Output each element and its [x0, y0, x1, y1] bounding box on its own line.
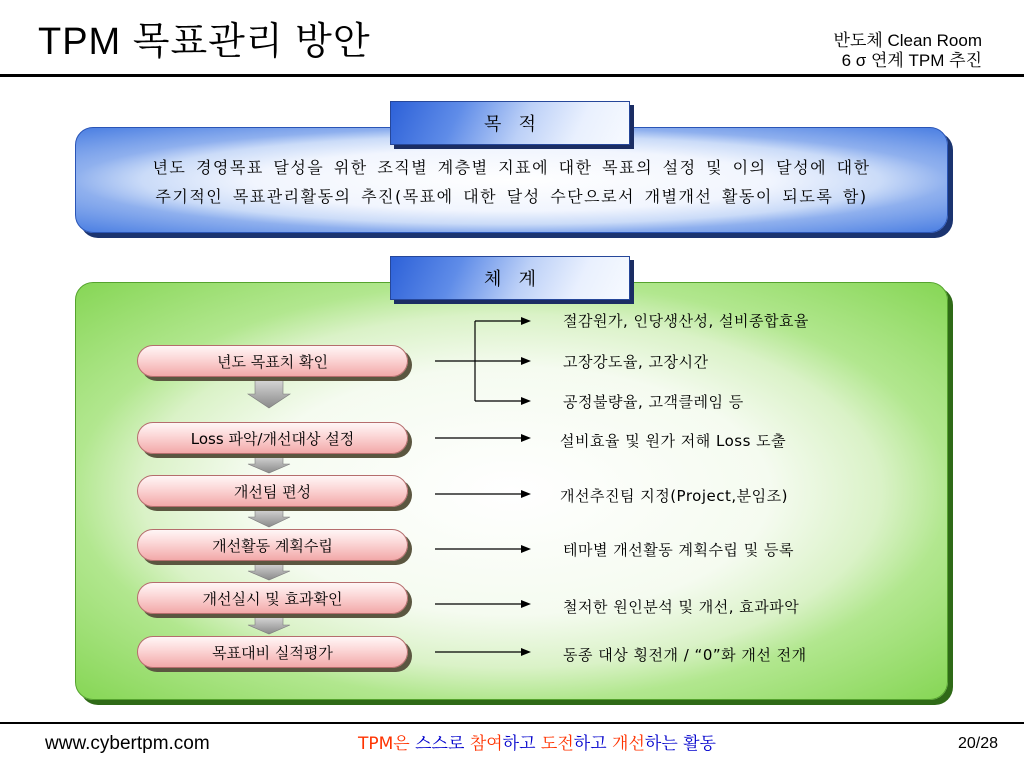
step-1-result-2: 고장강도율, 고장시간 — [563, 353, 709, 371]
purpose-label: 목 적 — [484, 114, 536, 135]
slogan-part: 스스로 — [409, 734, 470, 754]
step-6-result: 동종 대상 횡전개 / “0”화 개선 전개 — [563, 646, 807, 664]
slogan-part: 하고 — [573, 734, 613, 754]
step-6-box — [137, 636, 408, 668]
footer-divider — [0, 722, 1024, 724]
subtitle-line-2: 6 σ 연계 TPM 추진 — [841, 51, 982, 70]
page-title: TPM 목표관리 방안 — [38, 21, 371, 63]
slogan-part: 하고 — [502, 734, 541, 754]
system-label-box — [390, 256, 630, 300]
step-5-box — [137, 582, 408, 614]
footer-website: www.cybertpm.com — [45, 733, 210, 754]
step-1-box — [137, 345, 408, 377]
step-1-result-1: 절감원가, 인당생산성, 설비종합효율 — [563, 312, 809, 330]
step-2-result: 설비효율 및 원가 저해 Loss 도출 — [560, 432, 787, 450]
slogan-part: 도전 — [540, 734, 574, 754]
step-1-label: 년도 목표치 확인 — [217, 352, 328, 371]
purpose-line-1: 년도 경영목표 달성을 위한 조직별 계층별 지표에 대한 목표의 설정 및 이의 달성에 대한 — [152, 158, 871, 177]
system-label: 체 계 — [484, 269, 536, 290]
purpose-line-2: 주기적인 목표관리활동의 추진(목표에 대한 달성 수단으로서 개별개선 활동이 되도록 함) — [155, 187, 868, 206]
purpose-description — [75, 153, 948, 211]
subtitle-line-1: 반도체 Clean Room — [833, 31, 982, 50]
step-5-result: 철저한 원인분석 및 개선, 효과파악 — [563, 598, 800, 616]
step-5-label: 개선실시 및 효과확인 — [202, 589, 343, 608]
step-3-label: 개선팀 편성 — [233, 482, 312, 501]
slogan-part: TPM은 — [358, 734, 410, 754]
step-4-result: 테마별 개선활동 계획수립 및 등록 — [563, 541, 794, 559]
page-number: 20/28 — [957, 735, 998, 752]
step-2-box — [137, 422, 408, 454]
slogan-part: 하는 활동 — [644, 734, 716, 754]
purpose-label-box — [390, 101, 630, 145]
step-3-box — [137, 475, 408, 507]
step-1-result-3: 공정불량율, 고객클레임 등 — [563, 393, 744, 411]
step-2-label: Loss 파악/개선대상 설정 — [190, 429, 355, 448]
slogan-part: 참여 — [469, 734, 503, 754]
footer-slogan — [358, 733, 716, 755]
subtitle-block — [834, 31, 982, 71]
step-6-label: 목표대비 실적평가 — [212, 643, 333, 662]
step-3-result: 개선추진팀 지정(Project,분임조) — [560, 487, 788, 505]
slogan-part: 개선 — [612, 734, 645, 754]
step-4-label: 개선활동 계획수립 — [212, 536, 333, 555]
step-4-box — [137, 529, 408, 561]
header-divider — [0, 74, 1024, 77]
